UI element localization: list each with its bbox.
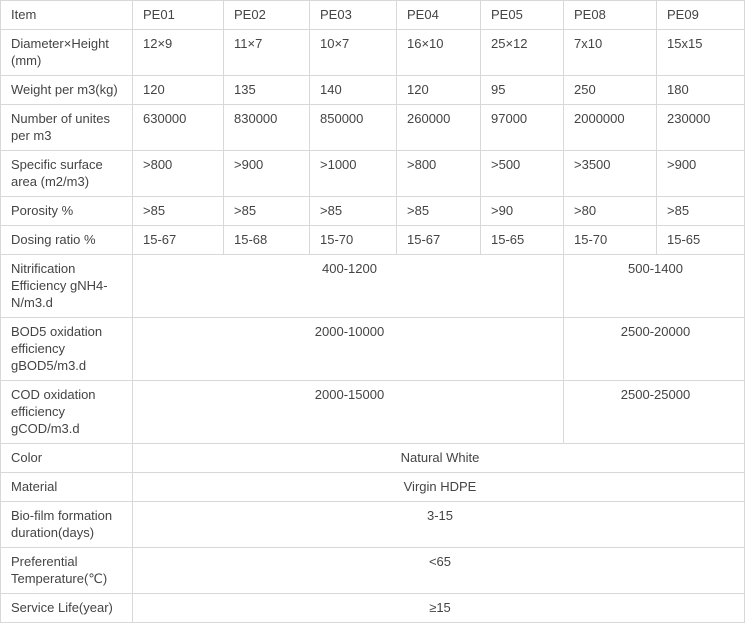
header-cell: PE05 xyxy=(481,1,564,30)
header-cell: PE01 xyxy=(133,1,224,30)
table-cell: >500 xyxy=(481,151,564,197)
merged-cell: 400-1200 xyxy=(133,255,564,318)
table-cell: >85 xyxy=(310,197,397,226)
table-row xyxy=(1,444,745,473)
merged-cell: 2500-25000 xyxy=(564,381,745,444)
merged-cell: 2000-10000 xyxy=(133,318,564,381)
merged-cell: <65 xyxy=(133,548,745,594)
table-row xyxy=(1,105,745,151)
table-cell: 850000 xyxy=(310,105,397,151)
header-cell: Item xyxy=(1,1,133,30)
table-cell: 97000 xyxy=(481,105,564,151)
table-cell: 95 xyxy=(481,76,564,105)
row-label: Bio-film formation duration(days) xyxy=(1,502,133,548)
row-label: Service Life(year) xyxy=(1,594,133,623)
row-label: Nitrification Efficiency gNH4-N/m3.d xyxy=(1,255,133,318)
table-cell: >900 xyxy=(224,151,310,197)
table-cell: 15-65 xyxy=(481,226,564,255)
header-cell: PE02 xyxy=(224,1,310,30)
table-cell: 2000000 xyxy=(564,105,657,151)
row-label: COD oxidation efficiency gCOD/m3.d xyxy=(1,381,133,444)
table-cell: 135 xyxy=(224,76,310,105)
table-row xyxy=(1,473,745,502)
table-cell: 15-67 xyxy=(397,226,481,255)
table-cell: 12×9 xyxy=(133,30,224,76)
row-label: Diameter×Height (mm) xyxy=(1,30,133,76)
table-row xyxy=(1,197,745,226)
table-cell: 15-67 xyxy=(133,226,224,255)
table-cell: 180 xyxy=(657,76,745,105)
table-cell: 15-65 xyxy=(657,226,745,255)
merged-cell: 500-1400 xyxy=(564,255,745,318)
table-cell: 7x10 xyxy=(564,30,657,76)
row-label: BOD5 oxidation efficiency gBOD5/m3.d xyxy=(1,318,133,381)
table-row xyxy=(1,594,745,623)
table-cell: 120 xyxy=(397,76,481,105)
table-cell: >80 xyxy=(564,197,657,226)
merged-cell: Virgin HDPE xyxy=(133,473,745,502)
table-cell: >85 xyxy=(657,197,745,226)
table-cell: 16×10 xyxy=(397,30,481,76)
table-cell: 260000 xyxy=(397,105,481,151)
table-row xyxy=(1,151,745,197)
row-label: Porosity % xyxy=(1,197,133,226)
table-cell: 15x15 xyxy=(657,30,745,76)
merged-cell: ≥15 xyxy=(133,594,745,623)
table-cell: 140 xyxy=(310,76,397,105)
table-cell: >3500 xyxy=(564,151,657,197)
table-row xyxy=(1,381,745,444)
merged-cell: 2000-15000 xyxy=(133,381,564,444)
table-cell: >800 xyxy=(397,151,481,197)
table-cell: >85 xyxy=(397,197,481,226)
table-cell: 10×7 xyxy=(310,30,397,76)
row-label: Material xyxy=(1,473,133,502)
table-cell: >90 xyxy=(481,197,564,226)
table-cell: 15-68 xyxy=(224,226,310,255)
table-cell: >85 xyxy=(224,197,310,226)
table-cell: 630000 xyxy=(133,105,224,151)
table-cell: >800 xyxy=(133,151,224,197)
row-label: Specific surface area (m2/m3) xyxy=(1,151,133,197)
merged-cell: 3-15 xyxy=(133,502,745,548)
header-cell: PE04 xyxy=(397,1,481,30)
table-cell: 830000 xyxy=(224,105,310,151)
table-row xyxy=(1,226,745,255)
header-cell: PE09 xyxy=(657,1,745,30)
merged-cell: 2500-20000 xyxy=(564,318,745,381)
table-cell: >1000 xyxy=(310,151,397,197)
table-row xyxy=(1,76,745,105)
header-row xyxy=(1,1,745,30)
table-row xyxy=(1,548,745,594)
table-cell: >900 xyxy=(657,151,745,197)
row-label: Color xyxy=(1,444,133,473)
table-row xyxy=(1,318,745,381)
table-row xyxy=(1,502,745,548)
table-row xyxy=(1,255,745,318)
table-cell: 25×12 xyxy=(481,30,564,76)
table-row xyxy=(1,30,745,76)
row-label: Weight per m3(kg) xyxy=(1,76,133,105)
row-label: Dosing ratio % xyxy=(1,226,133,255)
table-cell: >85 xyxy=(133,197,224,226)
row-label: Preferential Temperature(℃) xyxy=(1,548,133,594)
table-cell: 120 xyxy=(133,76,224,105)
table-cell: 15-70 xyxy=(310,226,397,255)
row-label: Number of unites per m3 xyxy=(1,105,133,151)
table-cell: 15-70 xyxy=(564,226,657,255)
table-cell: 11×7 xyxy=(224,30,310,76)
table-cell: 230000 xyxy=(657,105,745,151)
header-cell: PE03 xyxy=(310,1,397,30)
merged-cell: Natural White xyxy=(133,444,745,473)
table-cell: 250 xyxy=(564,76,657,105)
header-cell: PE08 xyxy=(564,1,657,30)
